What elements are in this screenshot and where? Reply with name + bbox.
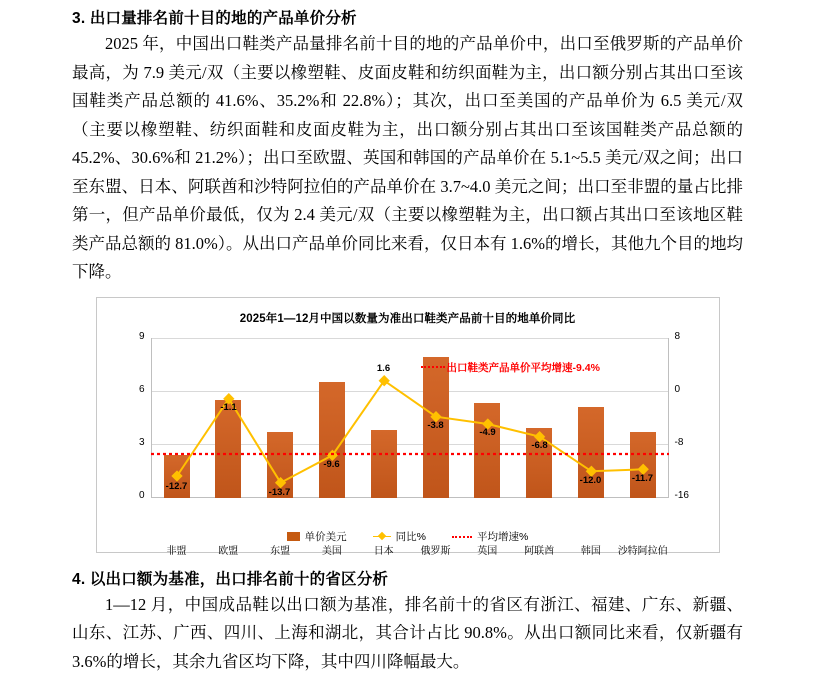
point-label-5: -3.8 [427, 419, 444, 431]
category-label-4: 日本 [373, 545, 394, 557]
line-swatch-icon [373, 532, 391, 541]
point-label-8: -12.0 [579, 474, 602, 486]
section4-paragraph: 1—12 月，中国成品鞋以出口额为基准，排名前十的省区有浙江、福建、广东、新疆、山东、江苏、广西、四川、上海和湖北，其合计占比 90.8%。从出口额同比来看，仅新疆有 3.6%的增长，其余九省区均下降，其中四川降幅最大。 [72, 594, 743, 671]
category-label-0: 非盟 [166, 545, 187, 557]
point-label-1: -1.1 [220, 401, 237, 413]
chart-annotation: 出口鞋类产品单价平均增速-9.4% [446, 361, 600, 374]
point-label-3: -9.6 [323, 458, 340, 470]
yoy-line [177, 380, 643, 482]
chart-legend [97, 529, 719, 544]
legend-item-bar [287, 529, 347, 544]
category-label-3: 美国 [321, 545, 342, 557]
category-label-7: 阿联酋 [524, 545, 555, 557]
category-label-2: 东盟 [270, 545, 291, 557]
section3-heading: 3. 出口量排名前十目的地的产品单价分析 [72, 10, 357, 27]
chart-title: 2025年1—12月中国以数量为准出口鞋类产品前十目的地单价同比 [239, 312, 576, 325]
point-label-7: -6.8 [531, 439, 548, 451]
y-tick-left-9: 9 [138, 330, 145, 342]
y-tick-left-6: 6 [138, 383, 145, 395]
annotation-dash [421, 366, 445, 368]
category-label-6: 英国 [477, 545, 498, 557]
yoy-markers [171, 375, 649, 488]
y-tick-left-3: 3 [138, 436, 145, 448]
legend-item-line [373, 529, 426, 544]
section3-paragraph: 2025 年，中国出口鞋类产品量排名前十目的地的产品单价中，出口至俄罗斯的产品单价最高，为 7.9 美元/双（主要以橡塑鞋、皮面皮鞋和纺织面鞋为主，出口额分别占其出口至该国鞋类产品总额的 41.6%、35.2%和 22.8%）；其次，出口至美国的产品单价为 6.5 美元/双（主要以橡塑鞋、纺织面鞋和皮面皮鞋为主，出口额分别占其出口至该国鞋类产品总额的 45.2%、30.6%和 21.2%）；出口至欧盟、英国和韩国的产品单价在 5.1~5.5 美元/双之间；出口至东盟、日本、阿联酋和沙特阿拉伯的产品单价在 3.7~4.0 美元之间；出口至非盟的量占比排第一，但产品单价最低，仅为 2.4 美元/双（主要以橡塑鞋为主，出口额占其出口至该地区鞋类产品总额的 81.0%）。从出口产品单价同比来看，仅日本有 1.6%的增长，其他九个目的地均下降。 [72, 34, 743, 281]
section4-heading: 4. 以出口额为基准，出口排名前十的省区分析 [72, 570, 389, 588]
y-tick-right-0: 0 [674, 383, 681, 395]
category-label-8: 韩国 [580, 545, 601, 557]
point-label-6: -4.9 [479, 426, 496, 438]
y-tick-right-8: 8 [674, 330, 681, 342]
chart-container [96, 297, 720, 557]
y-tick-right-neg8: -8 [674, 436, 684, 448]
category-label-5: 俄罗斯 [420, 545, 451, 557]
legend-item-average [452, 529, 528, 544]
legend-label-yoy: 同比% [395, 530, 426, 543]
category-label-1: 欧盟 [218, 545, 239, 557]
point-label-0: -12.7 [165, 480, 188, 492]
bar-swatch-icon [287, 532, 300, 541]
legend-label-unit-price: 单价美元 [304, 530, 347, 543]
point-label-9: -11.7 [631, 472, 654, 484]
category-label-9: 沙特阿拉伯 [617, 545, 668, 557]
dotted-line-swatch-icon [452, 532, 472, 541]
y-tick-left-0: 0 [138, 489, 145, 501]
legend-label-average: 平均增速% [477, 530, 529, 543]
point-label-2: -13.7 [268, 486, 291, 498]
y-tick-right-neg16: -16 [674, 489, 689, 501]
point-label-4: 1.6 [376, 362, 391, 374]
